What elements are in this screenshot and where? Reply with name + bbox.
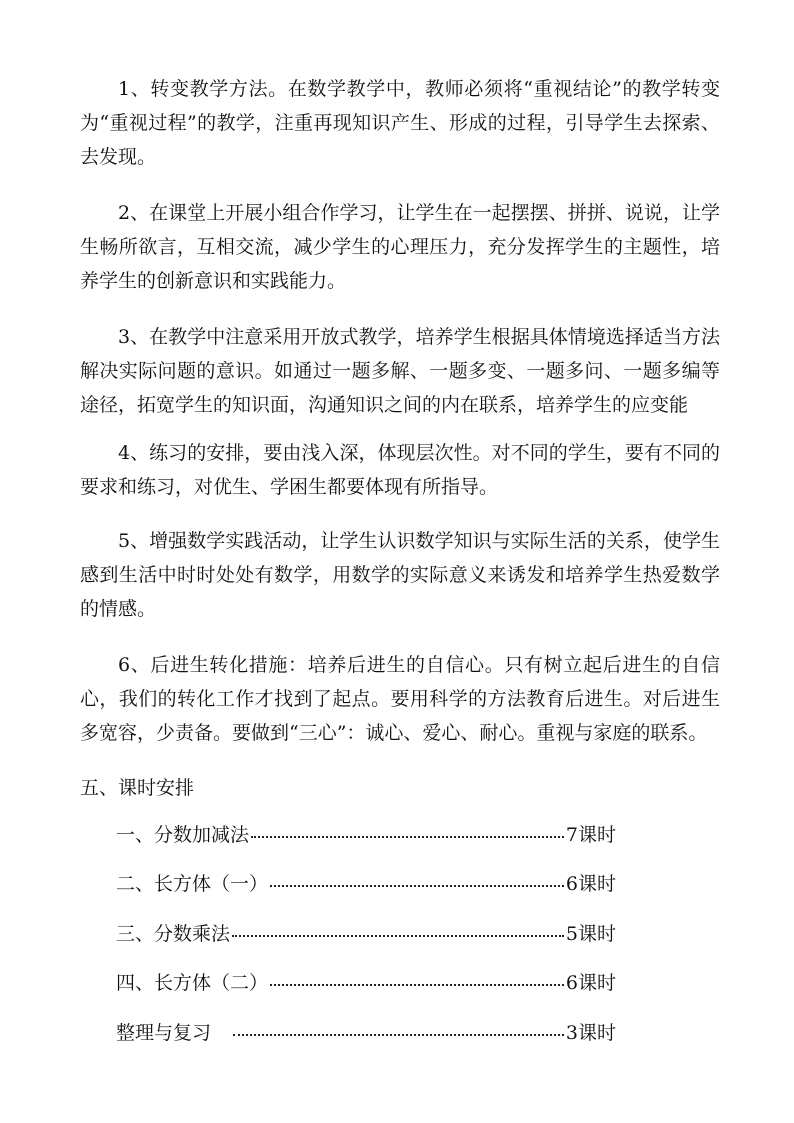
paragraph-practice-arrangement: 4、练习的安排，要由浅入深，体现层次性。对不同的学生，要有不同的要求和练习，对优生、学困生都要体现有所指导。 [80,442,720,498]
dot-leader [232,935,564,937]
paragraph-teaching-method: 1、转变教学方法。在数学教学中，教师必须将“重视结论”的教学转变为“重视过程”的教学，注重再现知识产生、形成的过程，引导学生去探索、去发现。 [80,78,720,168]
schedule-hours: 6课时 [565,873,616,895]
section-heading-schedule: 五、课时安排 [80,777,195,799]
schedule-hours: 5课时 [565,923,616,945]
paragraph-open-teaching: 3、在教学中注意采用开放式教学，培养学生根据具体情境选择适当方法解决实际问题的意识。如通过一题多解、一题多变、一题多问、一题多编等途径，拓宽学生的知识面，沟通知识之间的内在联系，培养学生的应变能 [80,326,720,416]
paragraph-struggling-students: 6、后进生转化措施：培养后进生的自信心。只有树立起后进生的自信心，我们的转化工作才找到了起点。要用科学的方法教育后进生。对后进生多宽容，少责备。要做到“三心”：诚心、爱心、耐心。重视与家庭的联系。 [80,654,720,744]
schedule-row [116,1018,616,1048]
dot-leader [233,1034,564,1036]
schedule-label: 整理与复习 [116,1022,212,1044]
schedule-label: 二、长方体（一） [116,873,269,895]
schedule-row [116,869,616,899]
schedule-hours: 7课时 [565,824,616,846]
paragraph-math-practice: 5、增强数学实践活动，让学生认识数学知识与实际生活的关系，使学生感到生活中时时处处有数学，用数学的实际意义来诱发和培养学生热爱数学的情感。 [80,530,720,620]
schedule-label: 一、分数加减法 [116,824,250,846]
dot-leader [270,885,564,887]
schedule-label: 四、长方体（二） [116,972,269,994]
schedule-hours: 6课时 [565,972,616,994]
dot-leader [251,836,564,838]
schedule-row [116,820,616,850]
schedule-hours: 3课时 [565,1022,616,1044]
paragraph-group-learning: 2、在课堂上开展小组合作学习，让学生在一起摆摆、拼拼、说说，让学生畅所欲言，互相交流，减少学生的心理压力，充分发挥学生的主题性，培养学生的创新意识和实践能力。 [80,202,720,292]
schedule-row [116,919,616,949]
schedule-label: 三、分数乘法 [116,923,231,945]
dot-leader [270,984,564,986]
schedule-row [116,968,616,998]
